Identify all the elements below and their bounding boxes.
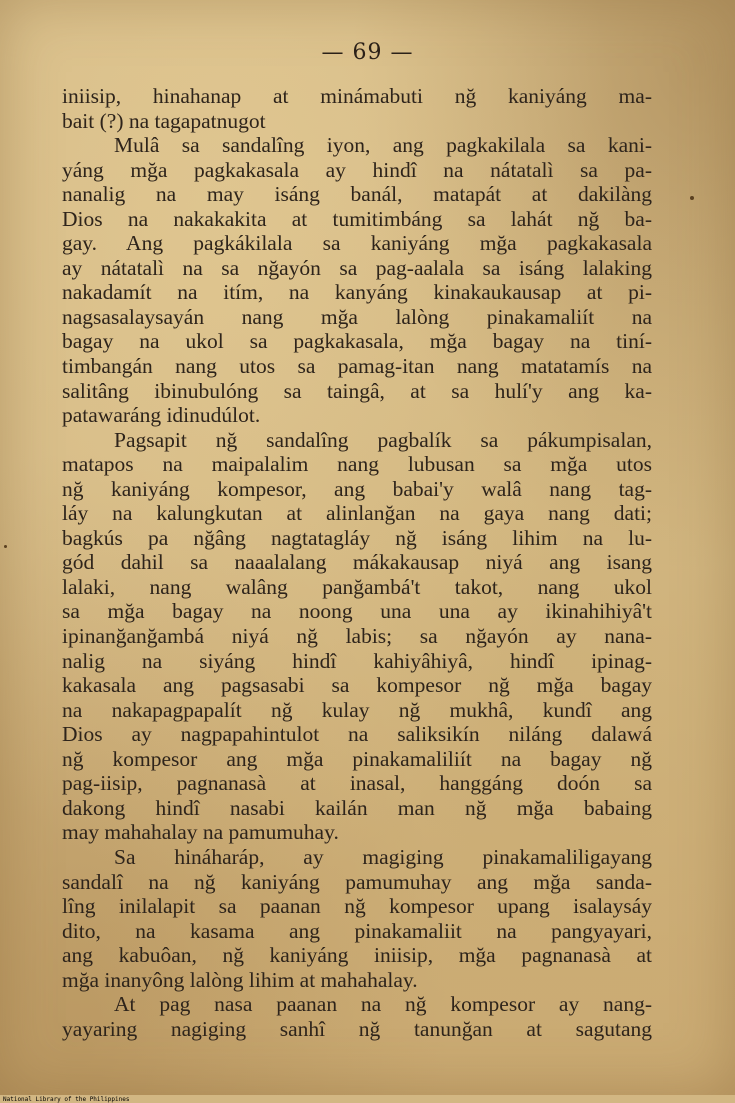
text-line: na nakapagpapalít nğ kulay nğ mukhâ, kundî ang [62,697,652,722]
text-line: gód dahil sa naaalalang mákakausap niyá ang isang [62,550,652,575]
page-number: — 69 — [321,40,414,65]
text-line: iniisip, hinahanap at minámabuti nğ kaniyáng ma- [62,84,652,108]
text-line: bagkús pa nğâng nagtatagláy nğ isáng lihim na lu- [62,525,652,550]
text-line: dakong hindî nasabi kailán man nğ mğa babaing [62,795,652,820]
text-line: Dios ay nagpapahintulot na saliksikín niláng dalawá [62,722,652,747]
text-line: sandalî na nğ kaniyáng pamumuhay ang mğa sanda- [62,869,652,894]
text-line: kakasala ang pagsasabi sa kompesor nğ mğa bagay [62,673,652,698]
text-line: matapos na maipalalim nang lubusan sa mğa utos [62,452,652,477]
library-watermark: National Library of the Philippines [3,1096,130,1103]
ink-speck [4,545,7,548]
text-line: patawaráng idinudúlot. [62,403,261,428]
text-line: At pag nasa paanan na nğ kompesor ay nang- [114,992,652,1017]
text-line: nagsasalaysayán nang mğa lalòng pinakamaliít na [62,304,652,329]
text-line: yayaring nagiging sanhî nğ tanunğan at sagutang [62,1016,652,1041]
text-line: gay. Ang pagkákilala sa kaniyáng mğa pagkakasala [62,231,652,256]
text-line: pag-iisip, pagnanasà at inasal, hanggáng doón sa [62,771,652,796]
text-line: Mulâ sa sandalîng iyon, ang pagkakilala sa kani- [114,133,652,158]
text-line: lîng inilalapit sa paanan nğ kompesor upang isalaysáy [62,894,652,919]
text-line: timbangán nang utos sa pamag-itan nang matatamís na [62,354,652,379]
text-line: Pagsapit nğ sandalîng pagbalík sa pákumpisalan, [114,427,652,452]
text-line: may mahahalay na pamumuhay. [62,820,339,845]
ink-speck [690,196,694,200]
text-line: nanalig na may isáng banál, matapát at dakilàng [62,182,652,207]
text-line: yáng mğa pagkakasala ay hindî na nátatalì sa pa- [62,157,652,182]
text-line: nğ kaniyáng kompesor, ang babai'y walâ nang tag- [62,476,652,501]
text-line: nalig na siyáng hindî kahiyâhiyâ, hindî ipinag- [62,648,652,673]
text-line: bagay na ukol sa pagkakasala, mğa bagay na tiní- [62,329,652,354]
body-text [62,84,652,1041]
text-line: lalaki, nang walâng panğambá't takot, nang ukol [62,574,652,599]
text-line: ang kabuôan, nğ kaniyáng iniisip, mğa pagnanasà at [62,943,652,968]
text-line: dito, na kasama ang pinakamaliit na pangyayari, [62,918,652,943]
text-line: sa mğa bagay na noong una una ay ikinahihiyâ't [62,599,652,624]
text-line: Dios na nakakakita at tumitimbáng sa lahát nğ ba- [62,206,652,231]
text-line: nakadamít na itím, na kanyáng kinakaukausap at pi- [62,280,652,305]
text-line: mğa inanyông lalòng lihim at mahahalay. [62,967,418,992]
text-line: salitâng ibinubulóng sa taingâ, at sa hulí'y ang ka- [62,378,652,403]
text-line: bait (?) na tagapatnugot [62,108,266,133]
text-line: Sa hináharáp, ay magiging pinakamaliligayang [114,844,652,869]
text-line: nğ kompesor ang mğa pinakamaliliít na bagay nğ [62,746,652,771]
text-line: láy na kalungkutan at alinlanğan na gaya nang dati; [62,501,652,526]
text-line: ay nátatalì na sa nğayón sa pag-aalala sa isáng lalaking [62,255,652,280]
text-line: ipinanğanğambá niyá nğ labis; sa nğayón ay nana- [62,624,652,649]
